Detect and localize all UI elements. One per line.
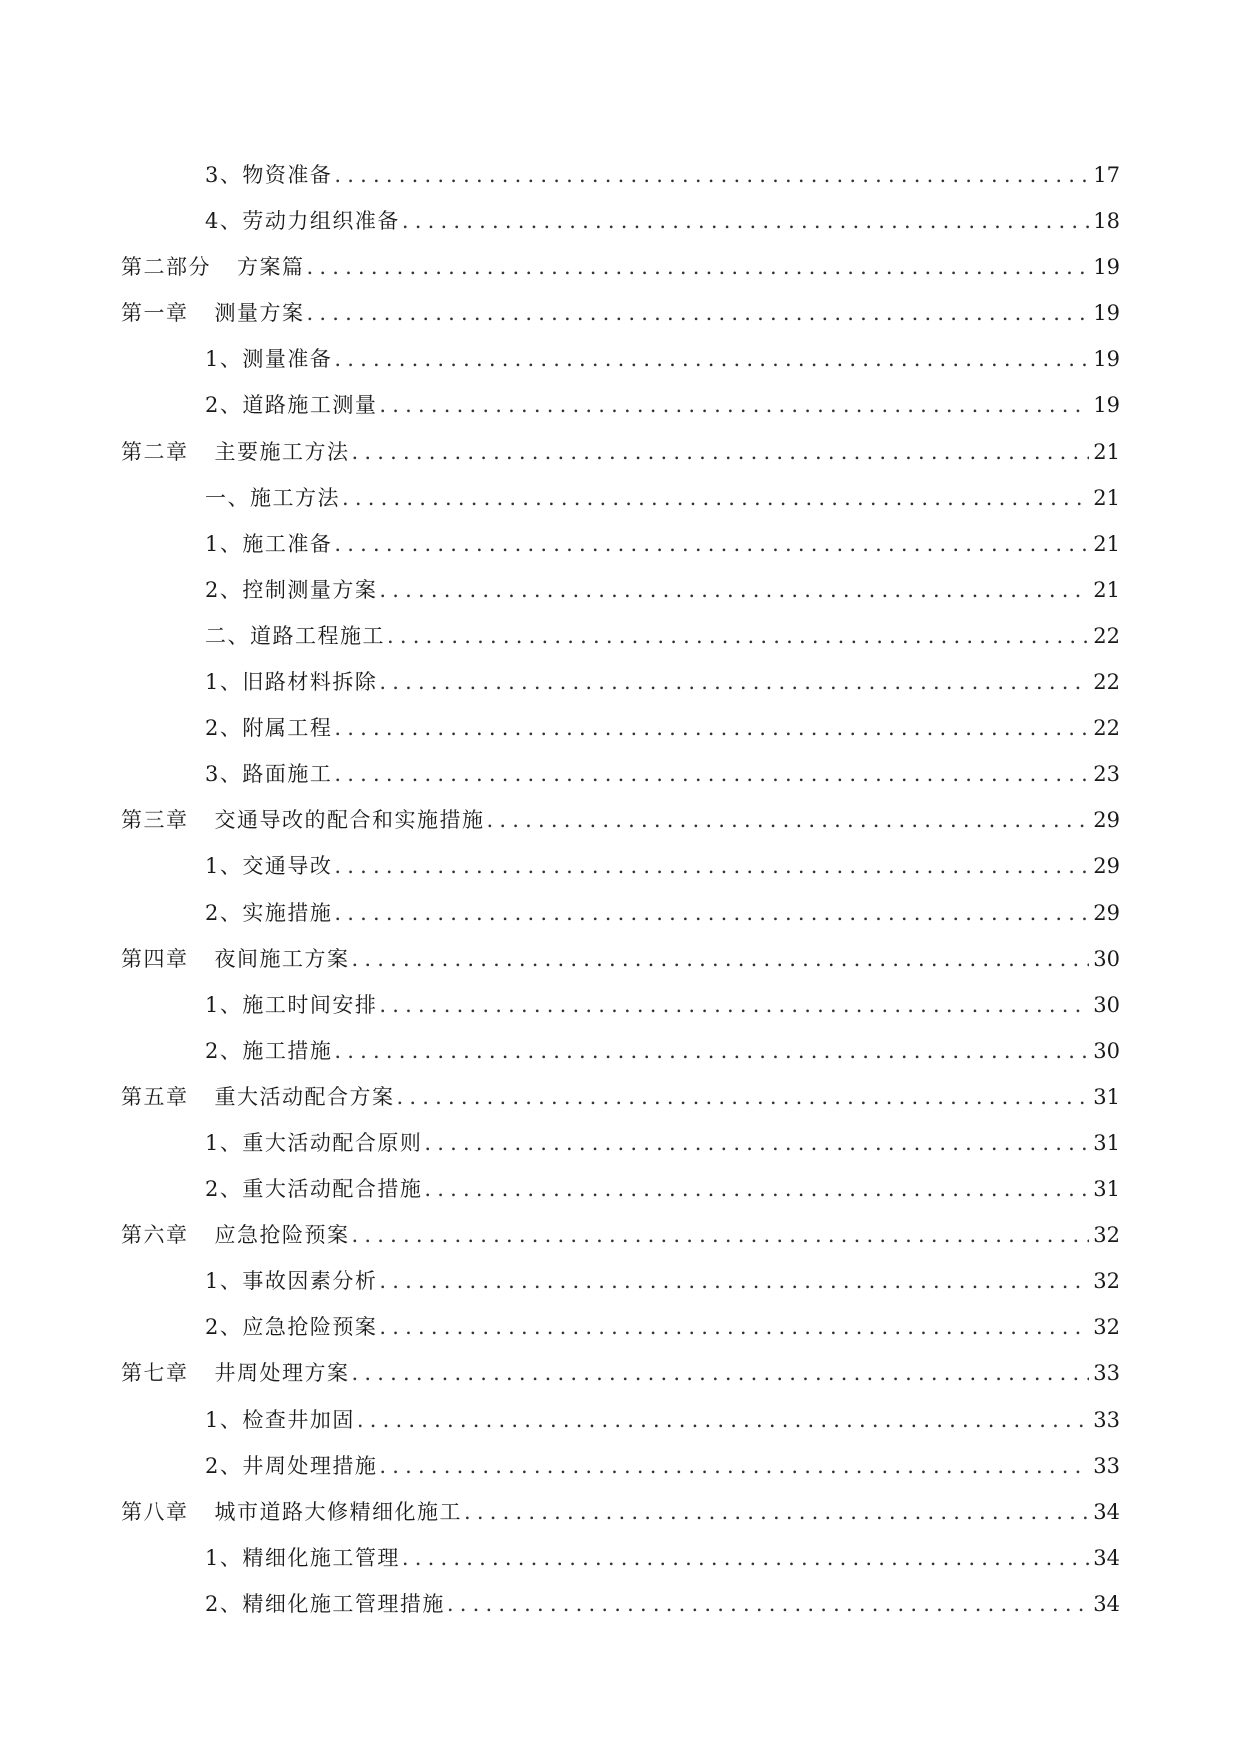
dot-leader — [379, 387, 1089, 423]
page-number: 29 — [1093, 854, 1120, 879]
entry-label: 第五章 — [121, 1084, 189, 1109]
dot-leader — [352, 1217, 1090, 1253]
page-number: 23 — [1093, 762, 1120, 787]
page-number: 21 — [1093, 485, 1120, 510]
toc-entry-event-principles[interactable] — [121, 1125, 1120, 1171]
entry-text — [121, 295, 305, 331]
entry-title: 2、控制测量方案 — [205, 577, 378, 602]
entry-text — [205, 157, 332, 193]
page-number: 19 — [1093, 347, 1120, 372]
entry-text — [205, 1309, 377, 1345]
dot-leader — [352, 1355, 1090, 1391]
dot-leader — [334, 710, 1089, 746]
toc-entry-chapter-6[interactable] — [121, 1217, 1120, 1263]
dot-leader — [334, 1033, 1089, 1069]
entry-title: 2、井周处理措施 — [205, 1453, 378, 1478]
entry-title: 2、施工措施 — [205, 1038, 333, 1063]
entry-label: 第二章 — [121, 439, 189, 464]
page-number: 21 — [1093, 531, 1120, 556]
entry-text — [205, 203, 400, 239]
page-number: 21 — [1093, 439, 1120, 464]
entry-title: 4、劳动力组织准备 — [205, 209, 400, 234]
entry-text — [205, 572, 377, 608]
toc-entry-survey-prep[interactable] — [121, 341, 1120, 387]
page-number: 31 — [1093, 1177, 1120, 1202]
page-number: 19 — [1093, 393, 1120, 418]
page-number: 34 — [1093, 1591, 1120, 1616]
dot-leader — [307, 249, 1090, 285]
dot-leader — [447, 1586, 1089, 1622]
dot-leader — [334, 157, 1089, 193]
entry-text — [205, 895, 332, 931]
dot-leader — [352, 434, 1090, 470]
entry-text — [121, 1079, 395, 1115]
entry-label: 第六章 — [121, 1223, 189, 1248]
dot-leader — [334, 756, 1089, 792]
dot-leader — [334, 895, 1089, 931]
page-number: 31 — [1093, 1130, 1120, 1155]
dot-leader — [334, 341, 1089, 377]
entry-text — [205, 1263, 377, 1299]
entry-text — [121, 1494, 462, 1530]
entry-title: 2、重大活动配合措施 — [205, 1177, 423, 1202]
toc-entry-schedule[interactable] — [121, 987, 1120, 1033]
dot-leader — [379, 1309, 1089, 1345]
toc-entry-materials-prep[interactable] — [121, 157, 1120, 203]
entry-text — [205, 848, 332, 884]
page-number: 17 — [1093, 163, 1120, 187]
toc-entry-control-survey[interactable] — [121, 572, 1120, 618]
toc-entry-pavement-works[interactable] — [121, 756, 1120, 802]
page-number: 33 — [1093, 1407, 1120, 1432]
toc-entry-road-survey[interactable] — [121, 387, 1120, 433]
toc-entry-chapter-2[interactable] — [121, 434, 1120, 480]
dot-leader — [307, 295, 1090, 331]
page-number: 29 — [1093, 808, 1120, 833]
toc-entry-construction-measures[interactable] — [121, 1033, 1120, 1079]
entry-title: 1、交通导改 — [205, 854, 333, 879]
dot-leader — [424, 1125, 1089, 1161]
entry-text — [205, 1402, 355, 1438]
entry-title: 二、道路工程施工 — [205, 623, 385, 648]
entry-text — [205, 480, 340, 516]
entry-text — [205, 1586, 445, 1622]
entry-text — [205, 387, 377, 423]
toc-entry-old-road-removal[interactable] — [121, 664, 1120, 710]
page-number: 30 — [1093, 1038, 1120, 1063]
toc-entry-road-works[interactable] — [121, 618, 1120, 664]
page-number: 29 — [1093, 900, 1120, 925]
entry-text — [205, 756, 332, 792]
toc-entry-chapter-3[interactable] — [121, 802, 1120, 848]
toc-entry-construction-prep[interactable] — [121, 526, 1120, 572]
dot-leader — [402, 203, 1089, 239]
toc-entry-implementation-measures[interactable] — [121, 895, 1120, 941]
dot-leader — [387, 618, 1089, 654]
entry-title: 3、物资准备 — [205, 163, 333, 187]
toc-entry-traffic-diversion[interactable] — [121, 848, 1120, 894]
dot-leader — [334, 848, 1089, 884]
entry-text — [121, 249, 305, 285]
entry-text — [121, 802, 485, 838]
toc-entry-refined-measures[interactable] — [121, 1586, 1120, 1632]
dot-leader — [342, 480, 1089, 516]
toc-entry-refined-management[interactable] — [121, 1540, 1120, 1586]
page-number: 33 — [1093, 1453, 1120, 1478]
entry-text — [205, 1033, 332, 1069]
toc-entry-emergency-plan[interactable] — [121, 1309, 1120, 1355]
toc-entry-part-two[interactable] — [121, 249, 1120, 295]
toc-entry-construction-methods[interactable] — [121, 480, 1120, 526]
entry-title: 方案篇 — [237, 255, 305, 280]
dot-leader — [487, 802, 1090, 838]
entry-title: 2、附属工程 — [205, 716, 333, 741]
dot-leader — [357, 1402, 1089, 1438]
entry-title: 夜间施工方案 — [214, 946, 350, 971]
page-number: 32 — [1093, 1315, 1120, 1340]
page-number: 22 — [1093, 623, 1120, 648]
toc-entry-chapter-1[interactable] — [121, 295, 1120, 341]
entry-text — [205, 1448, 377, 1484]
dot-leader — [402, 1540, 1089, 1576]
dot-leader — [424, 1171, 1089, 1207]
toc-entry-chapter-7[interactable] — [121, 1355, 1120, 1401]
dot-leader — [379, 987, 1089, 1023]
toc-entry-event-measures[interactable] — [121, 1171, 1120, 1217]
page-number: 30 — [1093, 946, 1120, 971]
toc-entry-labor-prep[interactable] — [121, 203, 1120, 249]
entry-title: 一、施工方法 — [205, 485, 340, 510]
page-number: 22 — [1093, 670, 1120, 695]
page-number: 32 — [1093, 1223, 1120, 1248]
page-number: 34 — [1093, 1499, 1120, 1524]
entry-title: 1、施工时间安排 — [205, 992, 378, 1017]
entry-text — [205, 1125, 422, 1161]
entry-title: 3、路面施工 — [205, 762, 333, 787]
entry-label: 第四章 — [121, 946, 189, 971]
page-number: 19 — [1093, 255, 1120, 280]
entry-text — [205, 710, 332, 746]
toc-entry-accident-analysis[interactable] — [121, 1263, 1120, 1309]
entry-text — [205, 526, 332, 562]
page-number: 32 — [1093, 1269, 1120, 1294]
page-number: 18 — [1093, 209, 1120, 234]
entry-title: 1、重大活动配合原则 — [205, 1130, 423, 1155]
entry-title: 应急抢险预案 — [214, 1223, 350, 1248]
table-of-contents — [121, 157, 1120, 1632]
toc-entry-ancillary-works[interactable] — [121, 710, 1120, 756]
entry-title: 重大活动配合方案 — [214, 1084, 395, 1109]
entry-title: 主要施工方法 — [214, 439, 350, 464]
entry-text — [205, 1171, 422, 1207]
entry-title: 测量方案 — [214, 301, 305, 326]
entry-text — [121, 1217, 350, 1253]
toc-entry-chapter-4[interactable] — [121, 941, 1120, 987]
entry-text — [121, 434, 350, 470]
entry-text — [205, 341, 332, 377]
page-number: 31 — [1093, 1084, 1120, 1109]
dot-leader — [464, 1494, 1089, 1530]
toc-entry-chapter-8[interactable] — [121, 1494, 1120, 1540]
entry-title: 1、精细化施工管理 — [205, 1545, 400, 1570]
toc-entry-manhole-reinforcement[interactable] — [121, 1402, 1120, 1448]
entry-title: 1、旧路材料拆除 — [205, 670, 378, 695]
dot-leader — [379, 1263, 1089, 1299]
entry-text — [121, 941, 350, 977]
page-number: 21 — [1093, 577, 1120, 602]
page-number: 19 — [1093, 301, 1120, 326]
entry-title: 1、施工准备 — [205, 531, 333, 556]
entry-title: 2、应急抢险预案 — [205, 1315, 378, 1340]
dot-leader — [334, 526, 1089, 562]
entry-title: 井周处理方案 — [214, 1361, 350, 1386]
entry-text — [205, 664, 377, 700]
toc-entry-manhole-measures[interactable] — [121, 1448, 1120, 1494]
entry-title: 1、检查井加固 — [205, 1407, 355, 1432]
entry-title: 1、测量准备 — [205, 347, 333, 372]
entry-label: 第七章 — [121, 1361, 189, 1386]
page-number: 22 — [1093, 716, 1120, 741]
page-number: 33 — [1093, 1361, 1120, 1386]
toc-entry-chapter-5[interactable] — [121, 1079, 1120, 1125]
entry-title: 2、实施措施 — [205, 900, 333, 925]
entry-title: 城市道路大修精细化施工 — [214, 1499, 462, 1524]
entry-title: 2、道路施工测量 — [205, 393, 378, 418]
entry-text — [205, 1540, 400, 1576]
entry-text — [121, 1355, 350, 1391]
dot-leader — [379, 1448, 1089, 1484]
entry-title: 1、事故因素分析 — [205, 1269, 378, 1294]
entry-label: 第三章 — [121, 808, 189, 833]
page-number: 30 — [1093, 992, 1120, 1017]
entry-label: 第八章 — [121, 1499, 189, 1524]
dot-leader — [397, 1079, 1090, 1115]
dot-leader — [352, 941, 1090, 977]
dot-leader — [379, 572, 1089, 608]
entry-label: 第一章 — [121, 301, 189, 326]
entry-title: 交通导改的配合和实施措施 — [214, 808, 485, 833]
entry-title: 2、精细化施工管理措施 — [205, 1591, 445, 1616]
dot-leader — [379, 664, 1089, 700]
page-number: 34 — [1093, 1545, 1120, 1570]
entry-text — [205, 618, 385, 654]
entry-text — [205, 987, 377, 1023]
entry-label: 第二部分 — [121, 255, 211, 280]
